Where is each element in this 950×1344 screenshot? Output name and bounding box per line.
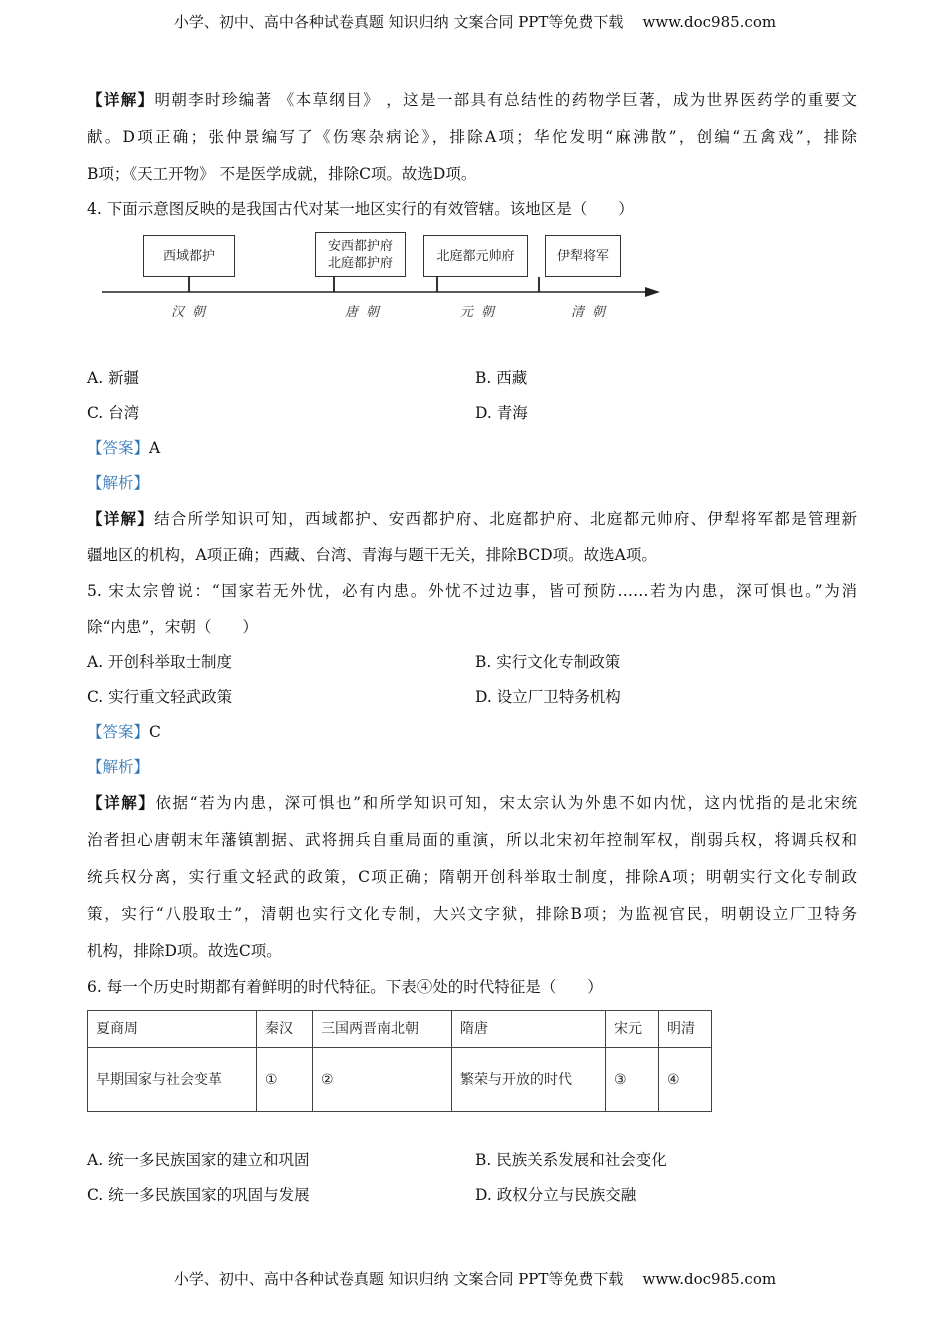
- table-cell: ①: [257, 1048, 313, 1112]
- answer-value: C: [149, 723, 161, 741]
- q4-answer: [87, 438, 857, 458]
- q5-detail-line: 机构，排除D项。故选C项。: [87, 942, 282, 960]
- option-d: D. 青海: [475, 404, 528, 422]
- table-row: [88, 1048, 712, 1112]
- table-header: 三国两晋南北朝: [313, 1011, 452, 1048]
- option-c: C. 台湾: [87, 404, 140, 422]
- era-label: 元朝: [459, 305, 503, 320]
- option-b: B. 实行文化专制政策: [475, 653, 621, 671]
- option-c: C. 统一多民族国家的巩固与发展: [87, 1186, 310, 1204]
- q3-detail-line: [87, 90, 857, 110]
- option-d: D. 政权分立与民族交融: [475, 1186, 637, 1204]
- text: 依据“若为内患，深可惧也”和所学知识可知，宋太宗认为外患不如内忧，这内忧指的是北宋统: [155, 794, 857, 812]
- table-header: 夏商周: [88, 1011, 257, 1048]
- era-label: 唐朝: [344, 305, 388, 320]
- q3-detail-line: 献。D项正确；张仲景编写了《伤寒杂病论》，排除A项；华佗发明“麻沸散”，创编“五禽戏”，排除: [87, 128, 857, 146]
- era-table: [87, 1010, 712, 1112]
- q3-detail-line: B项；《天工开物》 不是医学成就，排除C项。故选D项。: [87, 165, 477, 183]
- diagram-box: [315, 232, 406, 277]
- page-footer: [0, 1269, 950, 1289]
- option-a: A. 开创科举取士制度: [87, 653, 233, 671]
- table-cell: 繁荣与开放的时代: [452, 1048, 606, 1112]
- era-label: 清朝: [570, 305, 614, 320]
- option-a: A. 新疆: [87, 369, 140, 387]
- answer-value: A: [149, 439, 161, 457]
- q4-stem: 4. 下面示意图反映的是我国古代对某一地区实行的有效管辖。该地区是（ ）: [87, 200, 634, 218]
- option-c: C. 实行重文轻武政策: [87, 688, 233, 706]
- option-b: B. 民族关系发展和社会变化: [475, 1151, 667, 1169]
- q5-detail-line: 策，实行“八股取士”，清朝也实行文化专制，大兴文字狱，排除B项；为监视官民，明朝设立厂卫特务: [87, 905, 857, 923]
- q4-detail-line: 疆地区的机构，A项正确；西藏、台湾、青海与题干无关，排除BCD项。故选A项。: [87, 546, 657, 564]
- footer-site: www.doc985.com: [642, 1270, 777, 1288]
- table-header-row: [88, 1011, 712, 1048]
- table-header: 秦汉: [257, 1011, 313, 1048]
- q5-detail-line: 治者担心唐朝末年藩镇割据、武将拥兵自重局面的重演，所以北宋初年控制军权，削弱兵权，将调兵权和: [87, 831, 857, 849]
- analysis-label: 【解析】: [87, 758, 150, 776]
- detail-label: 【详解】: [87, 793, 156, 812]
- table-cell: ③: [606, 1048, 659, 1112]
- q4-detail-line: [87, 509, 857, 529]
- box-line: 安西都护府: [327, 238, 393, 254]
- answer-label: 【答案】: [87, 439, 150, 457]
- detail-label: 【详解】: [87, 509, 155, 528]
- analysis-label: 【解析】: [87, 474, 150, 492]
- table-cell: ④: [659, 1048, 712, 1112]
- footer-text: 小学、初中、高中各种试卷真题 知识归纳 文案合同 PPT等免费下载: [173, 1270, 624, 1288]
- option-d: D. 设立厂卫特务机构: [475, 688, 621, 706]
- diagram-box: 伊犁将军: [545, 235, 621, 277]
- option-a: A. 统一多民族国家的建立和巩固: [87, 1151, 310, 1169]
- header-site: www.doc985.com: [642, 13, 777, 31]
- q5-detail-line: 统兵权分离，实行重文轻武的政策，C项正确；隋朝开创科举取士制度，排除A项；明朝实行文化专制政: [87, 868, 857, 886]
- table-cell: ②: [313, 1048, 452, 1112]
- header-text: 小学、初中、高中各种试卷真题 知识归纳 文案合同 PPT等免费下载: [173, 13, 624, 31]
- table-header: 隋唐: [452, 1011, 606, 1048]
- timeline-axis: [100, 285, 662, 299]
- table-cell: 早期国家与社会变革: [88, 1048, 257, 1112]
- diagram-box: 北庭都元帅府: [423, 235, 528, 277]
- q5-stem: 除“内患”，宋朝（ ）: [87, 618, 258, 636]
- option-b: B. 西藏: [475, 369, 528, 387]
- q5-answer: [87, 722, 857, 742]
- table-header: 明清: [659, 1011, 712, 1048]
- arrow-icon: [645, 287, 660, 297]
- q5-detail-line: [87, 793, 857, 813]
- q6-stem: 6. 每一个历史时期都有着鲜明的时代特征。下表④处的时代特征是（ ）: [87, 978, 603, 996]
- page-header: [0, 12, 950, 32]
- box-line: 北庭都护府: [327, 255, 393, 271]
- diagram-box: 西域都护: [143, 235, 235, 277]
- answer-label: 【答案】: [87, 723, 150, 741]
- era-label: 汉朝: [170, 305, 214, 320]
- text: 结合所学知识可知，西域都护、安西都护府、北庭都护府、北庭都元帅府、伊犁将军都是管理新: [154, 510, 857, 528]
- q5-stem: 5. 宋太宗曾说：“国家若无外忧，必有内患。外忧不过边事，皆可预防……若为内患，深可惧也。”为消: [87, 582, 857, 600]
- detail-label: 【详解】: [87, 90, 155, 109]
- table-header: 宋元: [606, 1011, 659, 1048]
- text: 明朝李时珍编著 《本草纲目》 ，这是一部具有总结性的药物学巨著，成为世界医药学的重要文: [154, 91, 857, 109]
